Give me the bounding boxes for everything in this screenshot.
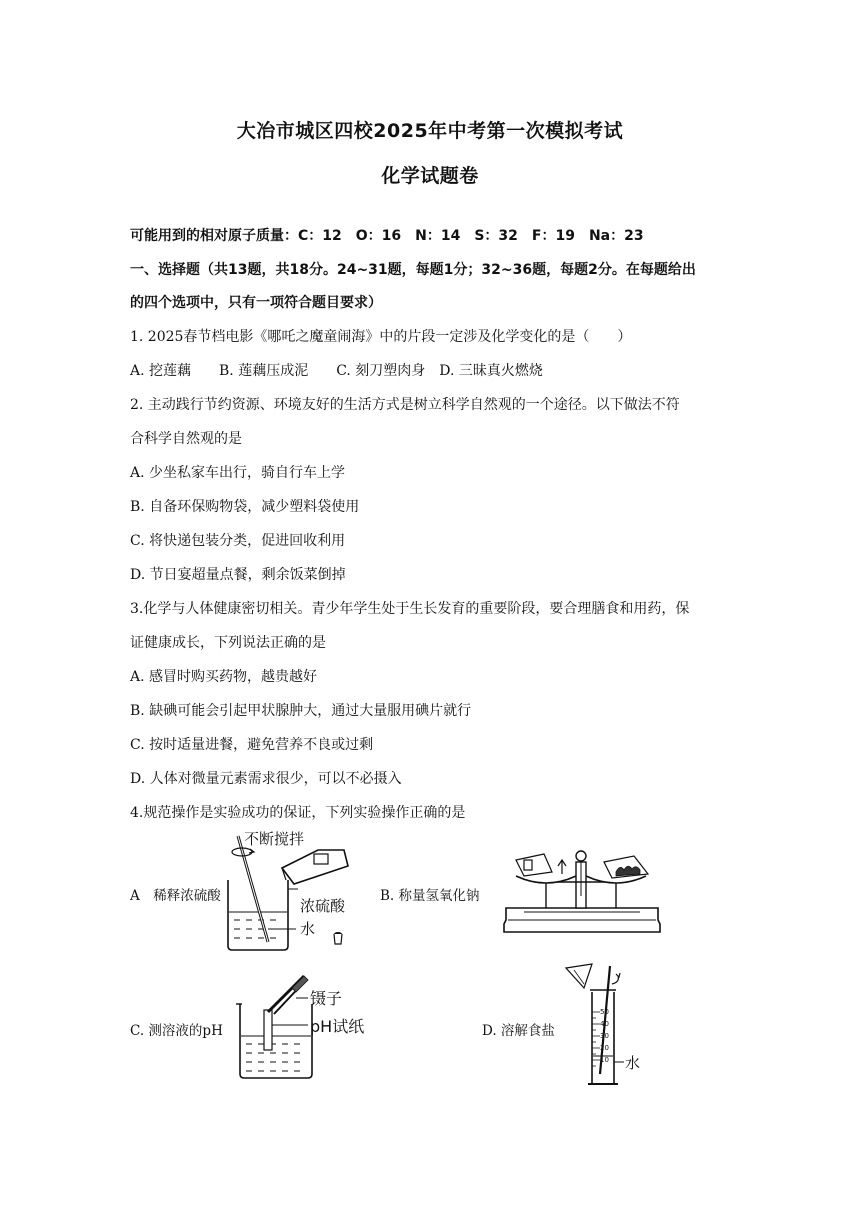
- q3-option-a: A. 感冒时购买药物，越贵越好: [130, 669, 318, 685]
- q2-option-d: D. 节日宴超量点餐，剩余饭菜倒掉: [130, 567, 346, 583]
- label-water-d: 水: [625, 1054, 641, 1072]
- tick-label-1: 40: [600, 1020, 609, 1028]
- tick-label-2: 30: [600, 1032, 609, 1040]
- figure-balance: [494, 846, 670, 938]
- q4-option-b-label: B. 称量氢氧化钠: [380, 888, 480, 904]
- q3-stem-line1: 3.化学与人体健康密切相关。青少年学生处于生长发育的重要阶段，要合理膳食和用药，保: [130, 601, 690, 617]
- label-water-a: 水: [300, 920, 316, 938]
- label-stir: 不断搅拌: [244, 830, 305, 848]
- exam-title: 大冶市城区四校2025年中考第一次模拟考试: [236, 120, 624, 142]
- q2-stem-line2: 合科学自然观的是: [130, 431, 242, 447]
- q4-stem: 4.规范操作是实验成功的保证，下列实验操作正确的是: [130, 805, 466, 821]
- q2-option-c: C. 将快递包装分类，促进回收利用: [130, 533, 346, 549]
- tick-label-0: 50: [600, 1008, 609, 1016]
- q3-option-b: B. 缺碘可能会引起甲状腺肿大，通过大量服用碘片就行: [130, 703, 472, 719]
- q2-option-a: A. 少坐私家车出行，骑自行车上学: [130, 465, 346, 481]
- exam-subtitle: 化学试题卷: [381, 165, 479, 187]
- q4-option-a-label: A 稀释浓硫酸: [130, 888, 221, 904]
- q2-option-b: B. 自备环保购物袋，减少塑料袋使用: [130, 499, 360, 515]
- section1-heading-line1: 一、选择题（共13题，共18分。24~31题，每题1分；32~36题，每题2分。在每题给出: [130, 262, 696, 278]
- label-ph-paper: pH试纸: [310, 1017, 365, 1036]
- q1-stem: 1. 2025春节档电影《哪吒之魔童闹海》中的片段一定涉及化学变化的是（ ）: [130, 329, 632, 345]
- tick-label-3: 20: [600, 1044, 609, 1052]
- q4-option-c-label: C. 测溶液的pH: [130, 1023, 223, 1039]
- atomic-masses: 可能用到的相对原子质量：C：12 O：16 N：14 S：32 F：19 Na：23: [130, 228, 644, 244]
- q3-stem-line2: 证健康成长，下列说法正确的是: [130, 635, 326, 651]
- q3-option-c: C. 按时适量进餐，避免营养不良或过剩: [130, 737, 374, 753]
- label-tweezers: 镊子: [310, 989, 343, 1008]
- q4-option-d-label: D. 溶解食盐: [482, 1023, 555, 1039]
- figure-dilute-acid: [214, 828, 374, 954]
- q3-option-d: D. 人体对微量元素需求很少，可以不必摄入: [130, 771, 402, 787]
- q1-options: A. 挖莲藕 B. 莲藕压成泥 C. 刻刀塑肉身 D. 三昧真火燃烧: [130, 363, 543, 379]
- tick-label-4: 10: [600, 1056, 609, 1064]
- label-conc-acid: 浓硫酸: [300, 897, 346, 915]
- q2-stem-line1: 2. 主动践行节约资源、环境友好的生活方式是树立科学自然观的一个途径。以下做法不符: [130, 397, 680, 413]
- section1-heading-line2: 的四个选项中，只有一项符合题目要求）: [130, 295, 382, 311]
- figure-ph-test: [232, 970, 382, 1082]
- figure-graduated-cylinder: [562, 962, 652, 1092]
